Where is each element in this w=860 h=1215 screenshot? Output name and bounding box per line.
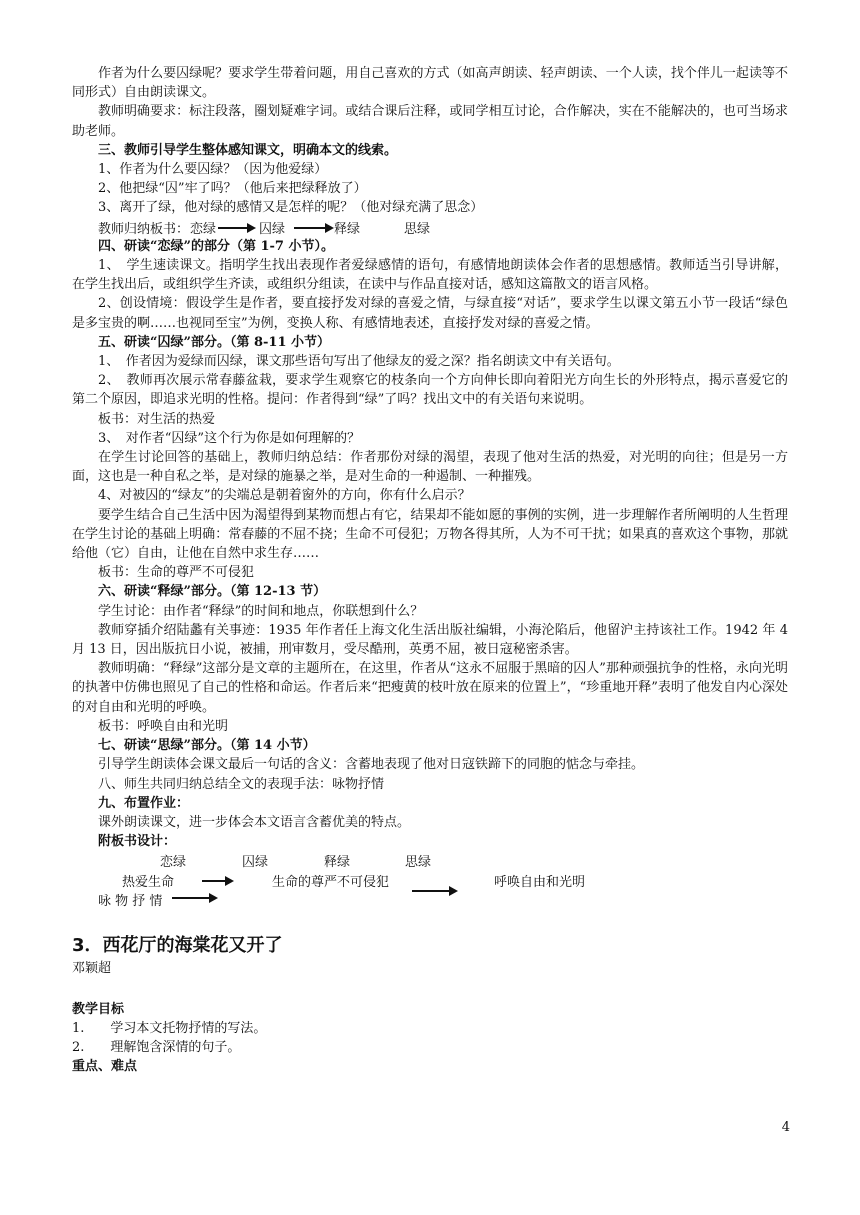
question-item: 3、离开了绿，他对绿的感情又是怎样的呢？（他对绿充满了思念） — [98, 200, 484, 216]
board-design-row — [72, 851, 788, 870]
board-item: 思绿 — [405, 855, 432, 871]
lesson-title: 3．西花厅的海棠花又开了 — [72, 934, 283, 956]
paragraph: 学生讨论：由作者“释绿”的时间和地点，你联想到什么？ — [98, 603, 424, 619]
paragraph: 教师明确要求：标注段落，圈划疑难字词。或结合课后注释，或同学相互讨论，合作解决，实在不能解决的，也可当场求助老师。 — [72, 104, 788, 139]
board-note: 板书：生命的尊严不可侵犯 — [98, 565, 255, 581]
arrow-icon — [172, 897, 216, 899]
paragraph: 在学生讨论回答的基础上，教师归纳总结：作者那份对绿的渴望，表现了他对生活的热爱，对光明的向往；但是另一方面，这也是一种自私之举，是对绿的施暴之举，是对生命的一种遏制、一种摧残。 — [72, 450, 788, 485]
section-heading: 七、研读“思绿”部分。（第 14 小节） — [98, 738, 316, 754]
question-item: 1、作者为什么要囚绿？（因为他爱绿） — [98, 162, 328, 178]
paragraph: 1、 学生速读课文。指明学生找出表现作者爱绿感情的语句，有感情地朗读体会作者的思想感情。教师适当引导讲解，在学生找出后，或组织学生齐读，或组织分组读，在读中与作品直接对话，感知这篇散文的语言风格。 — [72, 258, 788, 293]
board-item: 咏 物 抒 情 — [98, 893, 163, 909]
paragraph: 3、 对作者“囚绿”这个行为你是如何理解的？ — [98, 430, 361, 446]
paragraph: 课外朗读课文，进一步体会本文语言含蓄优美的特点。 — [98, 814, 411, 830]
section-heading: 九、布置作业： — [98, 795, 190, 811]
paragraph: 引导学生朗读体会课文最后一句话的含义：含蓄地表现了他对日寇铁蹄下的同胞的惦念与牵挂。 — [98, 757, 645, 773]
board-item: 呼唤自由和光明 — [494, 874, 586, 890]
paragraph: 八、师生共同归纳总结全文的表现手法：咏物抒情 — [98, 776, 385, 792]
goal-item: 2. 理解饱含深情的句子。 — [72, 1040, 241, 1056]
board-item: 囚绿 — [242, 855, 269, 871]
board-item: 恋绿 — [160, 855, 187, 871]
board-item: 热爱生命 — [122, 874, 175, 890]
section-heading: 三、教师引导学生整体感知课文，明确本文的线索。 — [98, 142, 398, 158]
board-note: 板书：呼唤自由和光明 — [98, 718, 229, 734]
paragraph: 4、对被囚的“绿友”的尖端总是朝着窗外的方向，你有什么启示？ — [98, 488, 471, 504]
paragraph: 作者为什么要囚绿呢？要求学生带着问题，用自己喜欢的方式（如高声朗读、轻声朗读、一个人读，找个伴儿一起读等不同形式）自由朗读课文。 — [72, 66, 788, 101]
lesson-author: 邓颖超 — [72, 960, 112, 976]
section-heading: 附板书设计： — [98, 834, 177, 850]
section-heading: 五、研读“囚绿”部分。（第 8-11 小节） — [98, 334, 331, 350]
board-design-row — [72, 871, 788, 890]
document-body — [72, 64, 802, 1077]
arrow-icon — [218, 227, 254, 229]
goals-heading: 教学目标 — [72, 1001, 125, 1017]
section-heading: 四、研读“恋绿”的部分（第 1-7 小节）。 — [98, 238, 334, 254]
board-item: 恋绿 — [190, 221, 217, 237]
paragraph: 1、 作者因为爱绿而囚绿，课文那些语句写出了他绿友的爱之深？指名朗读文中有关语句。 — [98, 354, 620, 370]
paragraph: 教师穿插介绍陆蠡有关事迹：1935 年作者任上海文化生活出版社编辑，小海沦陷后，他留沪主持该社工作。1942 年 4 月 13 日，因出版抗日小说，被捕，刑审数月，受尽酷刑，英勇不屈，被日寇秘密杀害。 — [72, 622, 788, 658]
board-note: 板书：对生活的热爱 — [98, 411, 216, 427]
board-item: 思绿 — [404, 221, 431, 237]
arrow-icon — [294, 227, 332, 229]
board-summary-line — [72, 218, 788, 237]
board-design-row — [72, 890, 788, 909]
board-item: 囚绿 — [259, 221, 286, 237]
board-item: 生命的尊严不可侵犯 — [272, 874, 390, 890]
board-label: 教师归纳板书： — [98, 221, 190, 237]
section-heading: 六、研读“释绿”部分。（第 12-13 节） — [98, 584, 327, 600]
board-item: 释绿 — [334, 221, 361, 237]
board-item: 释绿 — [324, 855, 351, 871]
paragraph: 2、创设情境：假设学生是作者，要直接抒发对绿的喜爱之情，与绿直接“对话”，要求学生以课文第五小节一段话“绿色是多宝贵的啊……也视同至宝”为例，变换人称、有感情地表述，直接抒发对绿的喜爱之情。 — [72, 296, 788, 331]
goal-item: 1. 学习本文托物抒情的写法。 — [72, 1021, 267, 1037]
paragraph: 教师明确：“释绿”这部分是文章的主题所在，在这里，作者从“这永不屈服于黑暗的囚人”那种顽强抗争的性格，永向光明的执著中仿佛也照见了自己的性格和命运。作者后来“把瘦黄的枝叶放在原来的位置上”，“珍重地开释”表明了他发自内心深处的对自由和光明的呼唤。 — [72, 661, 788, 715]
page-number: 4 — [781, 1120, 790, 1135]
question-item: 2、他把绿“囚”牢了吗？（他后来把绿释放了） — [98, 181, 367, 197]
paragraph: 要学生结合自己生活中因为渴望得到某物而想占有它，结果却不能如愿的事例的实例，进一步理解作者所阐明的人生哲理 在学生讨论的基础上明确：常春藤的不屈不挠；生命不可侵犯；万物各得其所，人为不可干扰；如果真的喜欢这个事物，那就给他（它）自由，让他在自然中求生存…… — [72, 507, 802, 562]
paragraph: 2、 教师再次展示常春藤盆栽，要求学生观察它的枝条向一个方向伸长即向着阳光方向生长的外形特点，揭示喜爱它的第二个原因，即追求光明的性格。提问：作者得到“绿”了吗？找出文中的有关语句来说明。 — [72, 373, 788, 408]
key-heading: 重点、难点 — [72, 1059, 138, 1075]
arrow-icon — [202, 880, 232, 882]
